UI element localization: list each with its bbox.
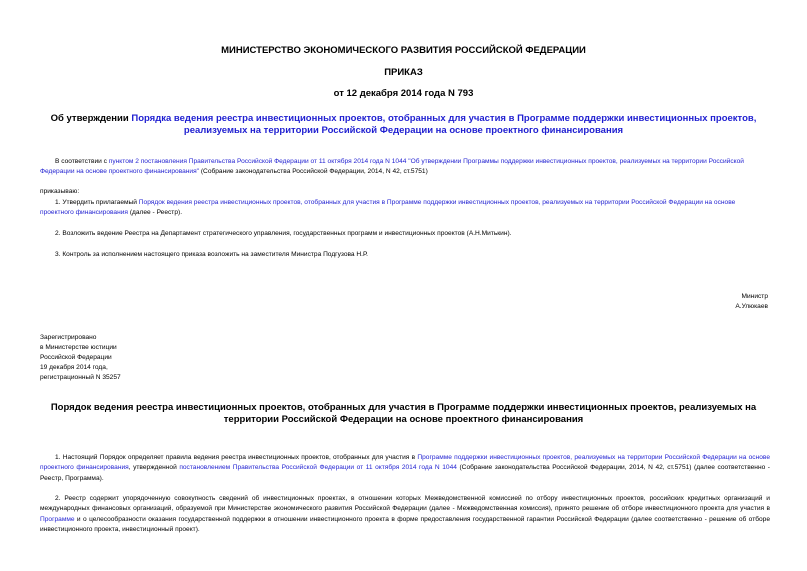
signature-position: Министр <box>741 293 768 300</box>
preamble-link[interactable]: пунктом 2 постановления Правительства Российской Федерации от 11 октября 2014 года N 1044 "Об утверждении Программы поддержки инвестиционных проектов, реализуемых на территории Российской Федерации на основе проектного финансирования" <box>40 158 744 176</box>
item-1-text-1: 1. Утвердить прилагаемый <box>55 199 139 206</box>
p1-text-1: 1. Настоящий Порядок определяет правила ведения реестра инвестиционных проектов, отобранных для участия в <box>55 454 418 461</box>
p1-link-2[interactable]: постановлением Правительства Российской Федерации от 11 октября 2014 года N 1044 <box>179 464 457 472</box>
item-1-text-2: (далее - Реестр). <box>127 209 183 217</box>
order-title-prefix: Об утверждении <box>50 113 132 124</box>
item-1-link[interactable]: Порядок ведения реестра инвестиционных проектов, отобранных для участия в Программе поддержки инвестиционных проектов, реализуемых на территории Российской Федерации на основе проектного финансирования <box>40 199 736 217</box>
preamble-paragraph <box>40 157 770 178</box>
order-title-link[interactable]: Порядка ведения реестра инвестиционных проектов, отобранных для участия в Программе поддержки инвестиционных проектов, реализуемых на территории Российской Федерации на основе проектного финансирования <box>131 113 757 136</box>
registration-line-5: регистрационный N 35257 <box>40 374 121 381</box>
signature-name: А.Улюкаев <box>735 303 768 310</box>
procedure-paragraph-1 <box>40 453 770 484</box>
p2-link-1[interactable]: Программе <box>40 515 75 523</box>
date-number-heading: от 12 декабря 2014 года N 793 <box>333 88 474 99</box>
procedure-paragraph-2 <box>40 494 770 536</box>
registration-line-1: Зарегистрировано <box>40 334 97 341</box>
registration-line-3: Российской Федерации <box>40 354 112 361</box>
procedure-title: Порядок ведения реестра инвестиционных проектов, отобранных для участия в Программе поддержки инвестиционных проектов, реализуемых на территории Российской Федерации на основе проектного финансирования <box>50 402 757 425</box>
preamble-text-1: В соответствии с <box>55 158 109 165</box>
p1-link-1[interactable]: Программе поддержки инвестиционных проектов, реализуемых на территории Российской Федерации на основе проектного финансирования <box>40 454 770 472</box>
item-1 <box>40 198 770 219</box>
p2-text-2: и о целесообразности оказания государственной поддержки в отношении инвестиционного проекта в форме предоставления государственной гарантии Российской Федерации (далее соответственно - решение об отборе инвестиционного проекта, инвестиционный проект). <box>40 515 770 534</box>
ministry-heading: МИНИСТЕРСТВО ЭКОНОМИЧЕСКОГО РАЗВИТИЯ РОССИЙСКОЙ ФЕДЕРАЦИИ <box>221 45 586 56</box>
registration-line-4: 19 декабря 2014 года, <box>40 364 108 371</box>
preamble-text-2: (Собрание законодательства Российской Федерации, 2014, N 42, ст.5751) <box>199 168 428 176</box>
p1-text-3: (Собрание законодательства Российской Федерации, 2014, N 42, ст.5751) (далее соответственно - Реестр, Программа). <box>40 464 771 482</box>
order-title <box>40 113 767 137</box>
p2-text-1: 2. Реестр содержит упорядоченную совокупность сведений об инвестиционных проектах, в отношении которых Межведомственной комиссией по отбору инвестиционных проектов, российских кредитных организаций и международных финансовых организаций, образуемой при Министерстве экономического развития Российской Федерации (далее - Межведомственная комиссия), принято решение об отборе инвестиционного проекта для участия в <box>40 495 770 513</box>
registration-line-2: в Министерстве юстиции <box>40 344 117 351</box>
item-3: 3. Контроль за исполнением настоящего приказа возложить на заместителя Министра Подгузова Н.Р. <box>55 251 369 258</box>
doc-type-heading: ПРИКАЗ <box>384 67 423 78</box>
item-2: 2. Возложить ведение Реестра на Департамент стратегического управления, государственных программ и инвестиционных проектов (А.Н.Митькин). <box>55 230 512 237</box>
p1-text-2: , утвержденной <box>128 464 180 472</box>
order-word: приказываю: <box>40 188 80 195</box>
